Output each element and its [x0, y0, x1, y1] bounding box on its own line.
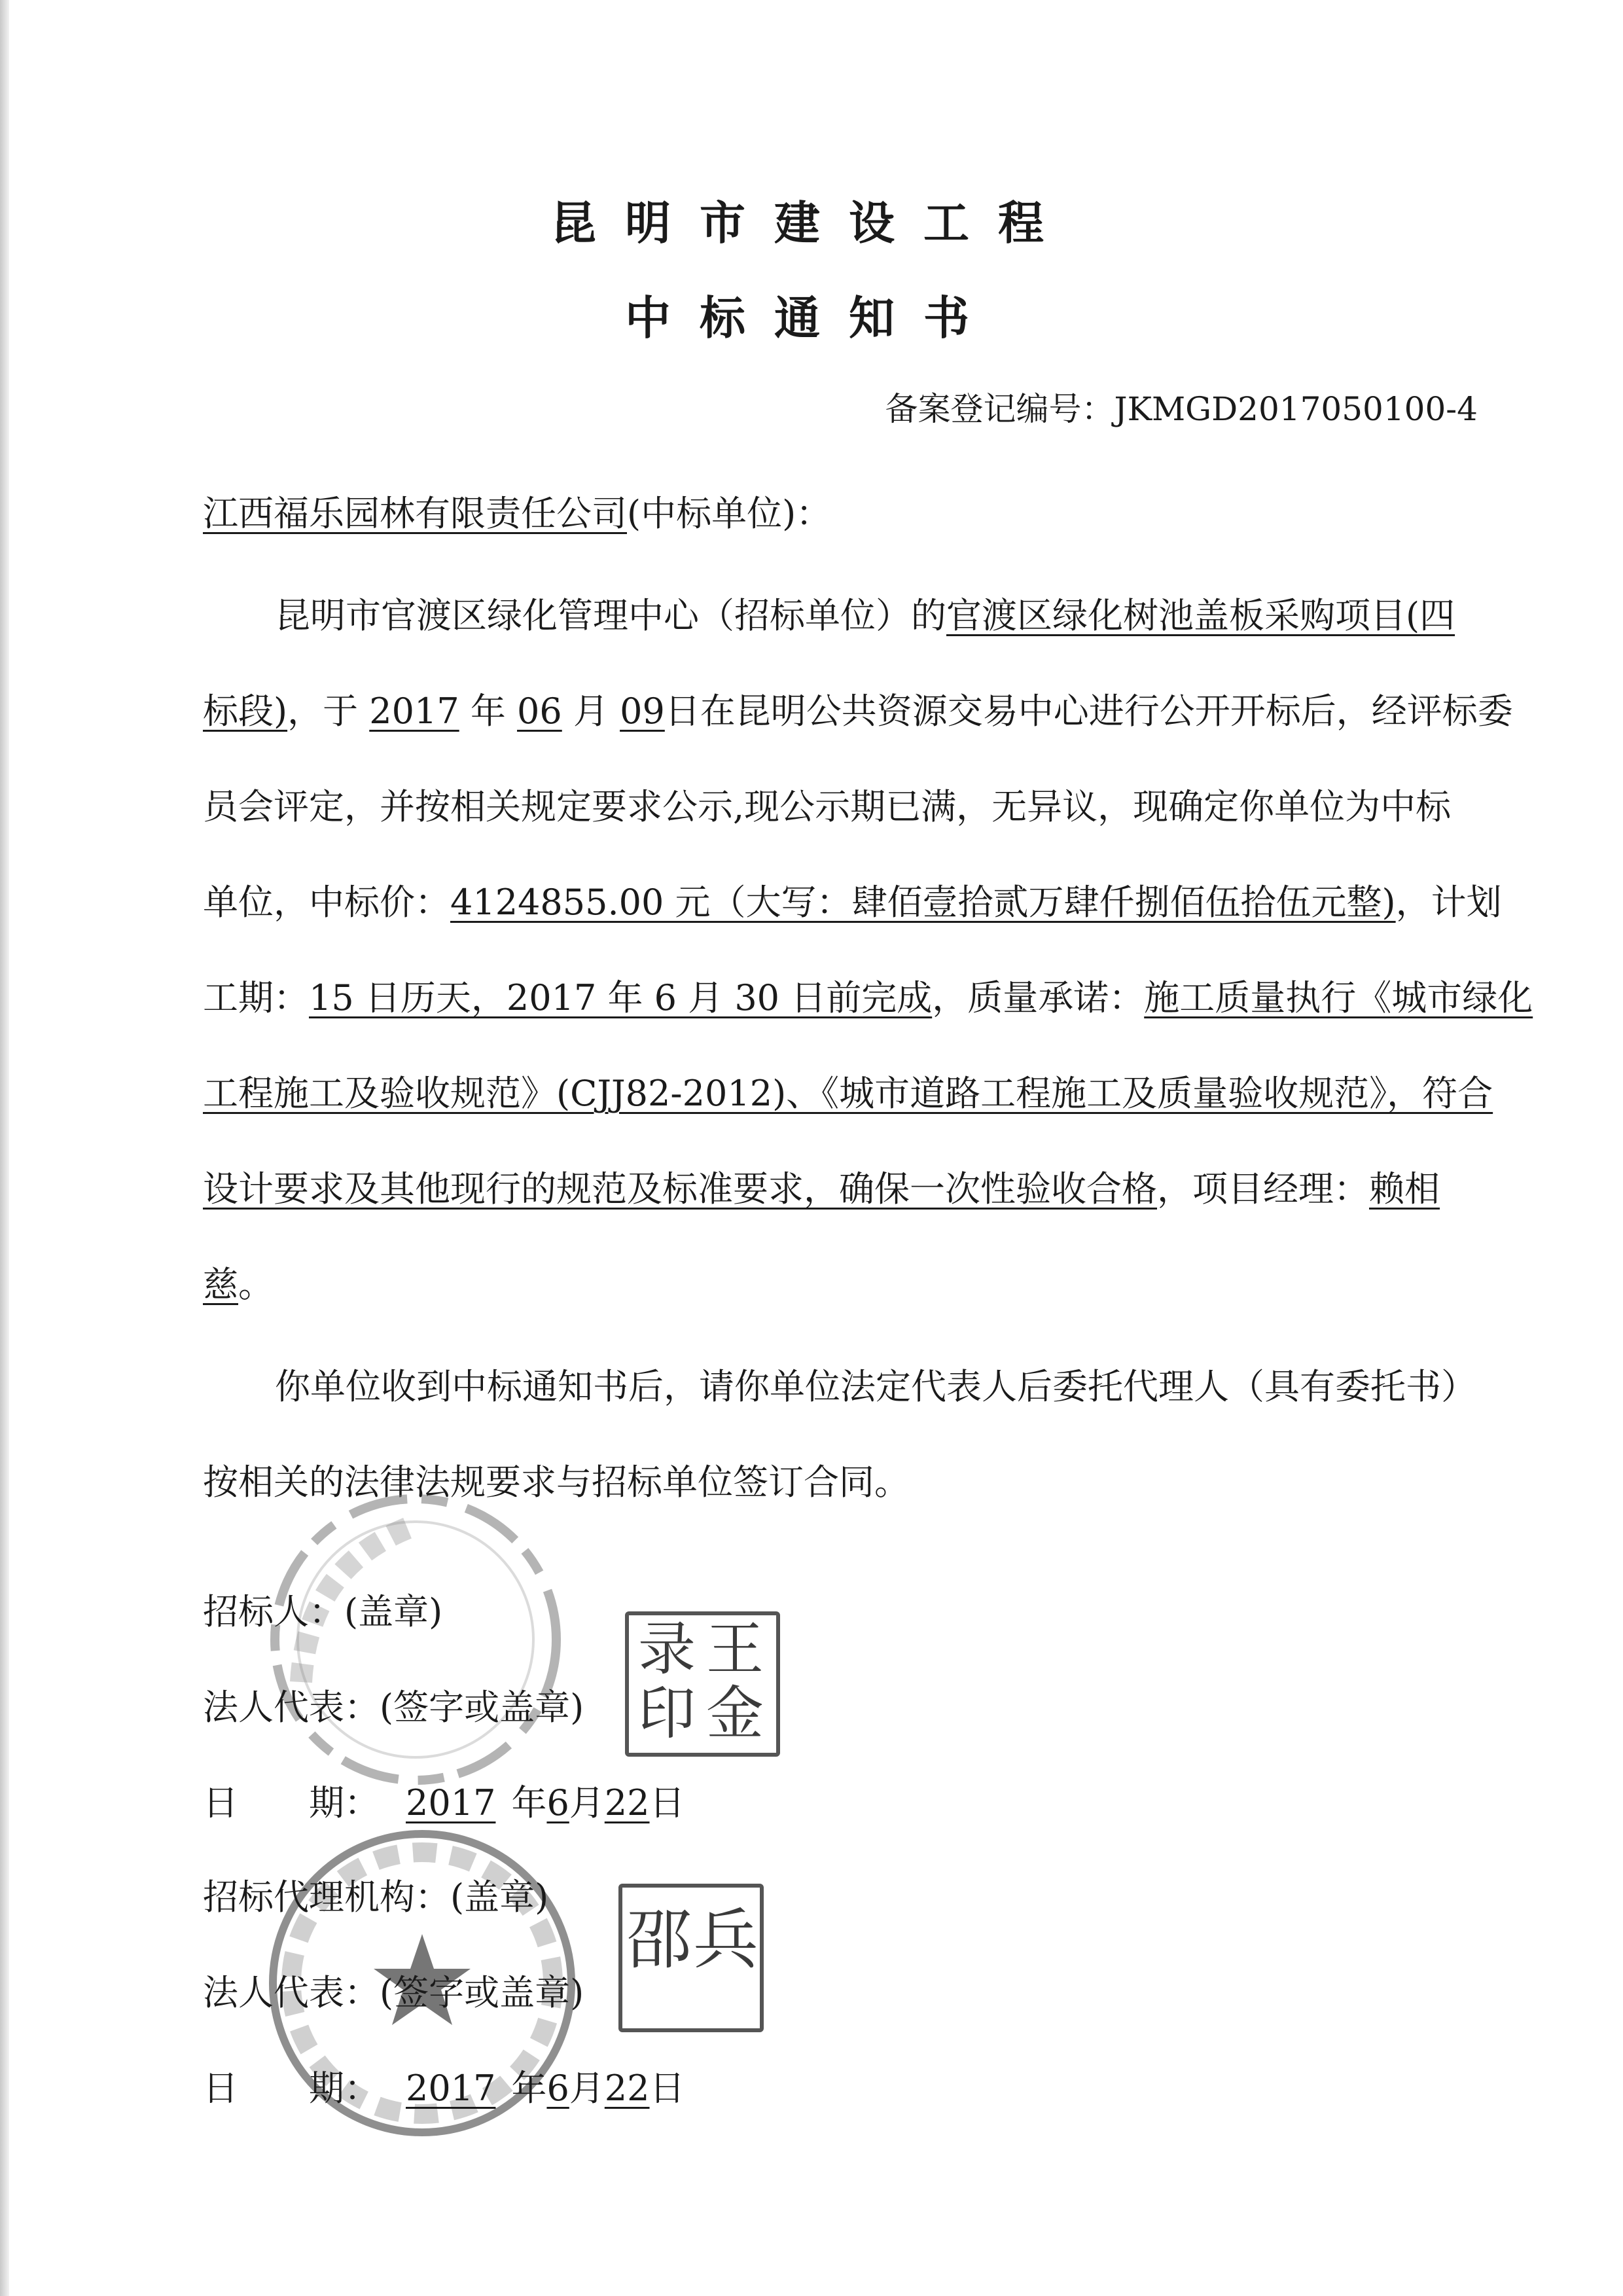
agency-label: 招标代理机构：(盖章) — [203, 1876, 549, 1918]
stamp1-char3: 录 — [638, 1615, 696, 1683]
para2-line2: 按相关的法律法规要求与招标单位签订合同。 — [203, 1462, 910, 1503]
date-day-unit: 日 — [649, 1782, 685, 1823]
para1-line5 — [203, 970, 1533, 1020]
para1-line3: 员会评定，并按相关规定要求公示,现公示期已满，无异议，现确定你单位为中标 — [203, 786, 1452, 827]
bid-price: 4124855.00 元（大写：肆佰壹拾贰万肆仟捌佰伍拾伍元整) — [450, 882, 1396, 923]
tenderer-date-line — [203, 1775, 1486, 1825]
stamp1-char4: 印 — [638, 1679, 696, 1747]
open-month-unit: 月 — [573, 691, 609, 732]
open-day: 09 — [620, 691, 665, 732]
para1-line2 — [203, 683, 1513, 734]
para1-l4-rest: ，计划 — [1395, 882, 1502, 923]
manager-label: ，项目经理： — [1157, 1168, 1369, 1210]
quality-commitment-end: 设计要求及其他现行的规范及标准要求，确保一次性验收合格 — [203, 1168, 1157, 1210]
para1-line1 — [275, 588, 1558, 638]
date-month: 6 — [546, 2068, 569, 2109]
period: 。 — [238, 1264, 274, 1305]
para1-line7 — [203, 1161, 1486, 1211]
open-year: 2017 — [369, 691, 459, 732]
stamp1-char1: 王 — [706, 1615, 764, 1683]
tenderer-label: 招标人：(盖章) — [203, 1591, 443, 1632]
para1-line8 — [203, 1257, 1486, 1307]
tenderer-round-seal — [262, 1486, 569, 1793]
para1-line4 — [203, 874, 1502, 925]
project-name: 官渡区绿化树池盖板采购项目(四 — [946, 595, 1455, 636]
para1-l1-text: 昆明市官渡区绿化管理中心（招标单位）的 — [275, 595, 946, 636]
recipient-company: 江西福乐园林有限责任公司 — [203, 493, 627, 534]
project-name-end: 标段) — [203, 691, 288, 732]
para1-l2-text: ，于 — [287, 691, 359, 732]
legal-rep-stamp-2 — [618, 1884, 764, 2032]
recipient-suffix: (中标单位)： — [627, 493, 832, 534]
date-day: 22 — [604, 2068, 650, 2109]
quality-commitment: 施工质量执行《城市绿化 — [1144, 977, 1533, 1018]
stamp2-char2: 邵 — [626, 1901, 692, 1978]
para2-line1: 你单位收到中标通知书后，请你单位法定代表人后委托代理人（具有委托书） — [275, 1366, 1476, 1407]
document-title-line2: 中标通知书 — [625, 291, 998, 345]
duration-value: 15 日历天，2017 年 6 月 30 日前完成 — [309, 977, 933, 1018]
date-year: 2017 — [406, 1782, 496, 1823]
date-day: 22 — [604, 1782, 650, 1823]
manager-name-end: 慈 — [203, 1264, 238, 1305]
date-month: 6 — [546, 1782, 569, 1823]
duration-label: 工期： — [203, 977, 309, 1018]
stamp1-char2: 金 — [706, 1679, 764, 1747]
date-day-unit: 日 — [649, 2068, 685, 2109]
open-year-unit: 年 — [470, 691, 506, 732]
date-label: 日 期： — [203, 1782, 380, 1823]
quality-label: ，质量承诺： — [932, 977, 1145, 1018]
legal-rep-stamp-1 — [625, 1611, 780, 1757]
para1-l2-rest: 日在昆明公共资源交易中心进行公开开标后，经评标委 — [664, 691, 1513, 732]
open-month: 06 — [517, 691, 562, 732]
agency-date-line — [203, 2060, 1486, 2111]
para1-line6: 工程施工及验收规范》(CJJ82-2012)、《城市道路工程施工及质量验收规范》，符合 — [203, 1073, 1493, 1114]
document-title-line1: 昆明市建设工程 — [550, 196, 1073, 250]
tenderer-legal-rep-label: 法人代表：(签字或盖章) — [203, 1687, 584, 1728]
registration-number: 备案登记编号：JKMGD2017050100-4 — [885, 390, 1478, 428]
agency-legal-rep-label: 法人代表：(签字或盖章) — [203, 1972, 584, 2013]
date-month-unit: 月 — [569, 2068, 605, 2109]
date-year-unit: 年 — [511, 1782, 547, 1823]
recipient-line — [203, 486, 1486, 536]
date-year-unit: 年 — [511, 2068, 547, 2109]
bid-price-label: 单位，中标价： — [203, 882, 450, 923]
date-month-unit: 月 — [569, 1782, 605, 1823]
date-year: 2017 — [406, 2068, 496, 2109]
date-label: 日 期： — [203, 2068, 380, 2109]
manager-name: 赖相 — [1369, 1168, 1440, 1210]
stamp2-char1: 兵 — [693, 1901, 758, 1978]
